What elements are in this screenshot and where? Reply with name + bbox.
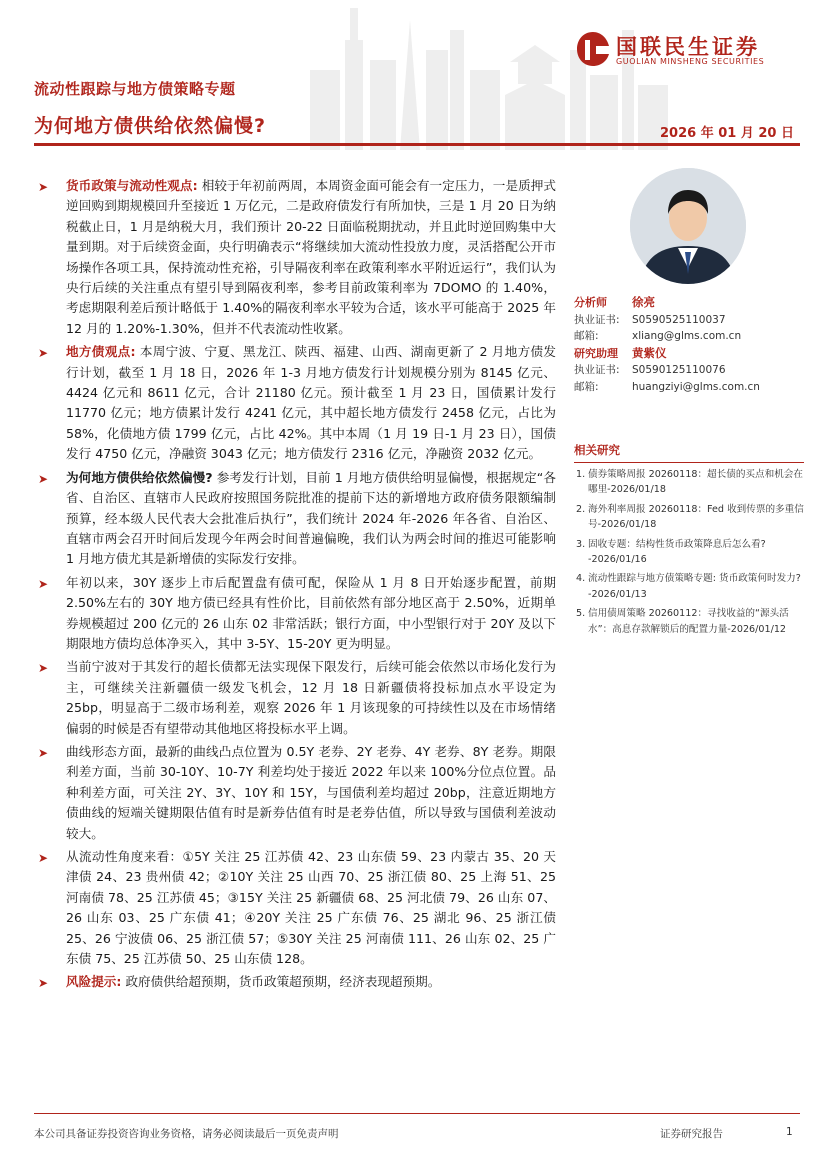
bullet-text: 从流动性角度来看：①5Y 关注 25 江苏债 42、23 山东债 59、23 内蒙古 35、20 天津债 24、23 贵州债 42；②10Y 关注 25 山西 70、25 浙江债 80、25 上海 51、25 河南债 78、25 江苏债 45；③15Y 关注 25 新疆债 68、25 河北债 79、26 山东 07、26 山东 03、25 广东债 41；④20Y 关注 25 广东债 76、25 湖北 96、25 浙江债 25、26 宁波债 06、25 浙江债 57；⑤30Y 关注 25 河南债 111、26 山东 02、25 广东债 75、25 江苏债 50、25 山东债 128。 [66,849,556,967]
bullet-text: 本周宁波、宁夏、黑龙江、陕西、福建、山西、湖南更新了 2 月地方债发行计划，截至 1 月 18 日，2026 年 1-3 月地方债发行计划规模分别为 8145 亿元、4424 亿元和 8611 亿元，合计 21180 亿元。预计截至 1 月 23 日，国债累计发行 11770 亿元；地方债累计发行 4241 亿元，其中超长地方债发行 2458 亿元，占比为 58%，化债地方债 1799 亿元，占比 42%。其中本周（1 月 19 日-1 月 23 日），国债发行 4750 亿元，净融资 3043 亿元；地方债发行 2316 亿元，净融资 2032 亿元。 [66,344,556,462]
page-number: 1 [786,1126,793,1138]
report-series-label: 流动性跟踪与地方债策略专题 [34,80,236,98]
bullet-arrow-icon: ➤ [38,745,49,760]
related-item-text: 债券策略周报 20260118：超长债的买点和机会在哪里-2026/01/18 [588,469,803,496]
brand-mark-icon [574,30,612,68]
related-item-number: 5. [576,608,586,620]
bullet-text: 年初以来，30Y 逐步上市后配置盘有债可配，保险从 1 月 8 日开始逐步配置，前期 2.50%左右的 30Y 地方债已经具有性价比，目前依然有部分地区高于 2.50%，近期单券规模超过 200 亿元的 26 山东 02 非常活跃；银行方面，中小型银行对于 20Y 及以下期限地方债均总体净买入，其中 3-5Y、15-20Y 更为明显。 [66,574,556,651]
analyst-email-link[interactable]: xliang@glms.com.cn [632,330,742,342]
assistant-email-link[interactable]: huangziyi@glms.com.cn [632,380,760,393]
assistant-cert-row [574,362,804,379]
footer-divider [34,1113,800,1114]
analyst-photo [630,168,746,284]
analyst-portrait-icon [630,168,746,284]
assistant-name: 黄紫仪 [632,345,667,360]
footer-disclaimer: 本公司具备证券投资咨询业务资格，请务必阅读最后一页免责声明 [34,1128,339,1140]
logo-english-text: GUOLIAN MINSHENG SECURITIES [616,57,765,66]
bullet-lead: 货币政策与流动性观点: [66,178,198,193]
related-research-title: 相关研究 [574,442,804,463]
cert-number: S0590525110037 [632,313,726,326]
bullet-monetary-policy [36,176,556,339]
related-research-item[interactable] [574,537,804,568]
analyst-email-row [574,328,804,345]
logo-chinese-text: 国联民生证券 [616,35,760,59]
company-logo [574,26,804,76]
bullet-arrow-icon: ➤ [38,976,49,991]
report-header [0,0,826,152]
bullet-lead: 风险提示: [66,974,122,990]
main-content [36,176,556,996]
related-research-item[interactable] [574,606,804,637]
bullet-lead: 地方债观点: [66,344,136,360]
bullet-arrow-icon: ➤ [38,576,49,591]
related-item-number: 4. [576,573,586,585]
footer-report-type: 证券研究报告 [660,1128,723,1140]
bullet-ningbo [36,657,556,739]
related-item-text: 流动性跟踪与地方债策略专题: 货币政策何时发力? -2026/01/13 [588,573,801,600]
cert-label: 执业证书: [574,364,620,376]
related-item-text: 固收专题：结构性货币政策降息后怎么看?-2026/01/16 [588,538,766,566]
bullet-text: 相较于年初前两周，本周资金面可能会有一定压力，一是质押式逆回购到期规模回升至接近 1 万亿元，二是政府债发行有所加快，三是 1 月 20 日为纳税截止日，1 月是纳税大月，我们预计 20-22 日面临税期扰动，并且此时逆回购集中大量到期。对于后续资金面，央行明确表示“将继续加大流动性投放力度，灵活搭配公开市场操作各项工具，保持流动性充裕，引导隔夜利率在政策利率水平附近运行”，我们认为央行后续的关注重点有望引导到隔夜利率，参考目前政策利率为 7DOMO 的 1.40%，考虑期限利差后预计略低于 1.40%的隔夜利率水平较为合适，该水平可能高于 2025 年 12 月的 1.20%-1.30%，但并不代表流动性收紧。 [66,178,556,336]
bullet-arrow-icon: ➤ [38,346,49,361]
analyst-cert-row [574,312,804,329]
cert-number: S0590125110076 [632,364,726,376]
bullet-lead: 为何地方债供给依然偏慢? [66,469,213,485]
related-item-number: 3. [576,538,586,550]
cert-label: 执业证书: [574,313,620,326]
bullet-liquidity-picks [36,847,556,969]
bullet-text: 政府债供给超预期，货币政策超预期，经济表现超预期。 [125,974,441,990]
bullet-supply-slow [36,468,556,570]
report-title: 为何地方债供给依然偏慢? [34,115,267,137]
bullet-arrow-icon: ➤ [38,661,49,676]
analyst-name: 徐亮 [632,295,655,309]
bullet-text: 参考发行计划，目前 1 月地方债供给明显偏慢，根据规定“各省、自治区、直辖市人民政府按照国务院批准的提前下达的新增地方政府债务限额编制预算，经本级人民代表大会批准后执行”，我们统计 2024 年-2026 年各省、自治区、直辖市两会召开时间后发现今年两会时间普遍偏晚，我们认为两会时间的推迟可能影响 1 月地方债尤其是新增债的实际发行安排。 [66,469,556,567]
analyst-role: 分析师 [574,296,607,309]
assistant-role: 研究助理 [574,346,618,360]
bullet-local-bond-view [36,342,556,464]
related-item-number: 2. [576,503,586,515]
bullet-text: 曲线形态方面，最新的曲线凸点位置为 0.5Y 老券、2Y 老券、4Y 老券、8Y 老券。期限利差方面，当前 30-10Y、10-7Y 利差均处于接近 2022 年以来 100%分位点位置。品种利差方面，可关注 2Y、3Y、10Y 和 15Y，与国债利差均超过 20bp，注意近期地方债曲线的短端关键期限估值有时是新券估值有时是老券估值，所以导致与国债利差波动较大。 [66,743,556,841]
assistant-email-row [574,379,804,396]
bullet-allocation [36,573,556,655]
analyst-info [574,294,804,395]
bullet-curve [36,742,556,844]
bullet-arrow-icon: ➤ [38,471,49,486]
header-divider [34,143,800,146]
assistant-row [574,345,804,363]
related-item-text: 信用债周策略 20260112：寻找收益的“源头活水”：高息存款解锁后的配置力量-2026/01/12 [588,608,789,635]
related-research-item[interactable] [574,502,804,533]
report-date: 2026 年 01 月 20 日 [660,126,794,141]
related-item-text: 海外利率周报 20260118：Fed 收到传票的多重信号-2026/01/18 [588,503,804,531]
bullet-risk [36,972,556,992]
analyst-row [574,294,804,312]
sidebar [574,168,804,637]
bullet-arrow-icon: ➤ [38,851,49,865]
bullet-arrow-icon: ➤ [38,180,49,194]
related-item-number: 1. [576,469,586,480]
related-research-item[interactable] [574,571,804,602]
bullet-text: 当前宁波对于其发行的超长债都无法实现保下限发行，后续可能会依然以市场化发行为主，可继续关注新疆债一级发飞机会，12 月 18 日新疆债将投标加点水平设定为 25bp，明显高于二级市场利差，观察 2026 年 1 月该现象的可持续性以及在市场情绪偏弱的时候是否有望带动其他地区将投标水平上调。 [66,659,556,736]
email-label: 邮箱: [574,380,599,393]
email-label: 邮箱: [574,330,599,342]
related-research-item[interactable] [574,467,804,498]
